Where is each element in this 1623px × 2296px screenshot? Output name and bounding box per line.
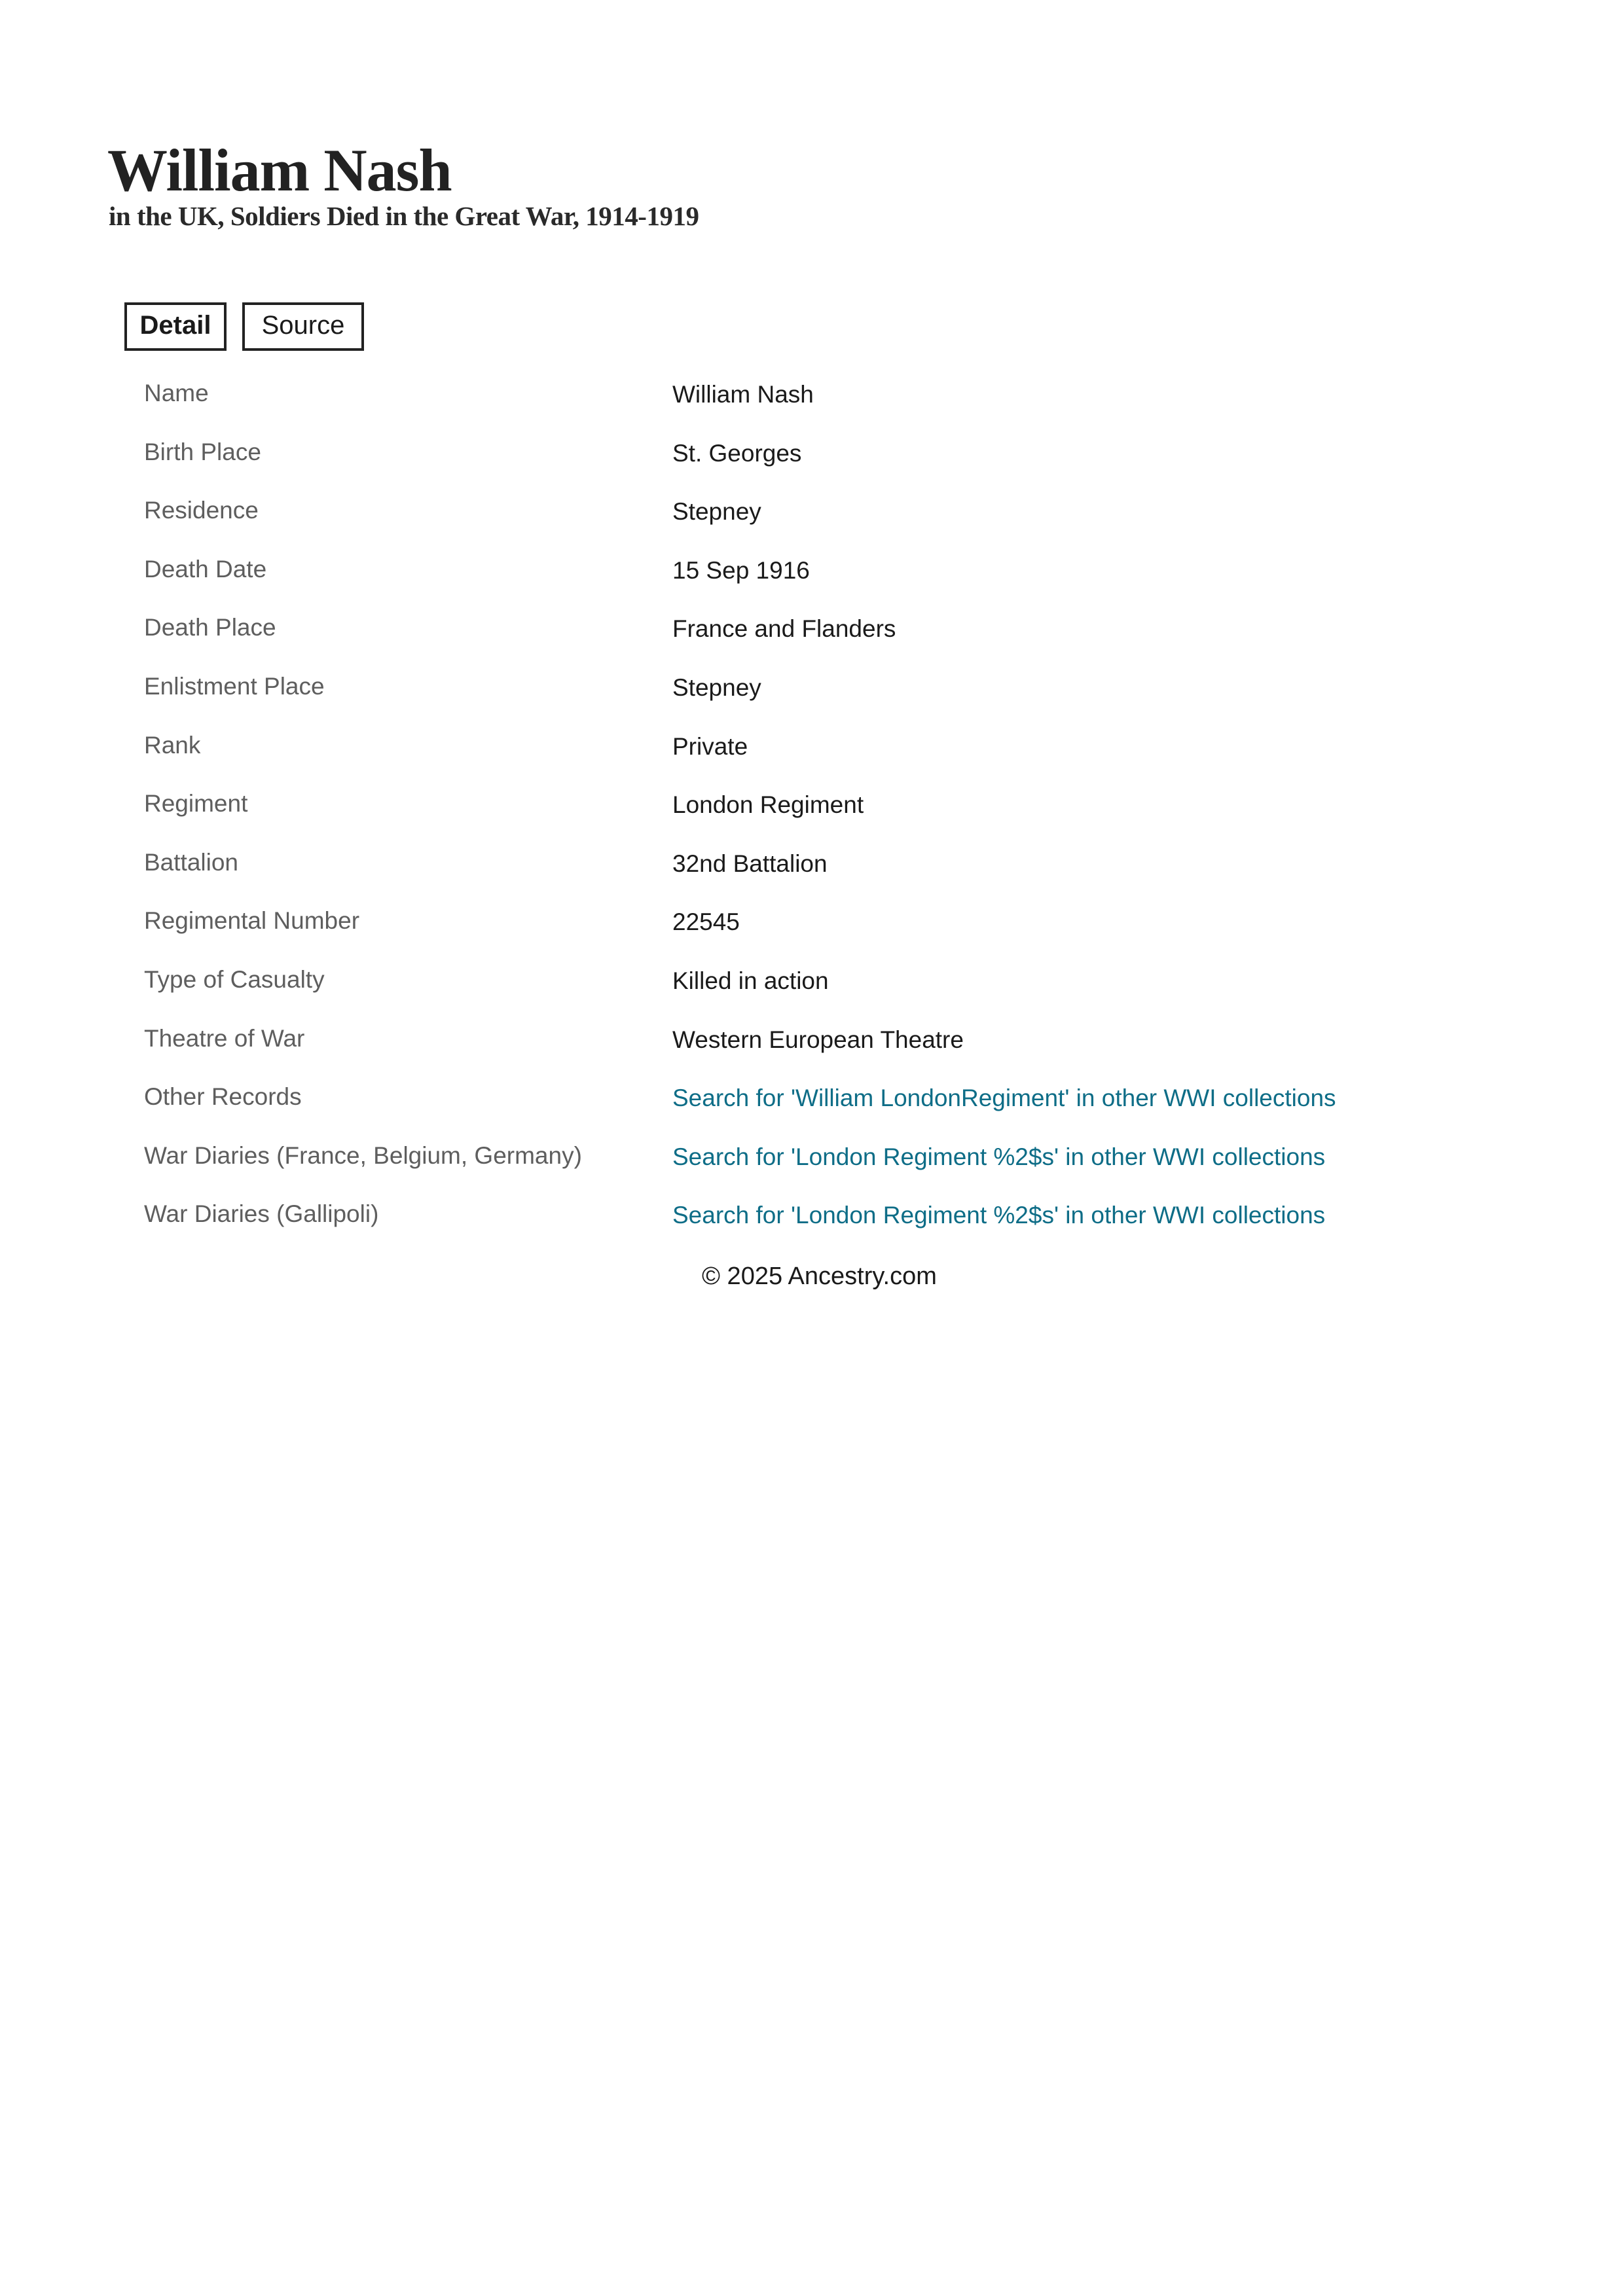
- record-row-rank: [144, 719, 1519, 778]
- field-label: Type of Casualty: [144, 965, 325, 993]
- field-value: Stepney: [672, 498, 761, 526]
- field-label: Residence: [144, 497, 259, 524]
- record-row-regiment: [144, 777, 1519, 836]
- field-value: Western European Theatre: [672, 1026, 964, 1053]
- other-records-search-link[interactable]: Search for 'William LondonRegiment' in other WWI collections: [672, 1085, 1336, 1112]
- field-label: War Diaries (France, Belgium, Germany): [144, 1141, 582, 1169]
- field-label: Death Date: [144, 555, 267, 583]
- tab-source[interactable]: Source: [242, 302, 364, 351]
- field-value: London Regiment: [672, 791, 864, 819]
- field-label: War Diaries (Gallipoli): [144, 1200, 379, 1228]
- field-value: St. Georges: [672, 439, 802, 467]
- field-label: Death Place: [144, 614, 276, 641]
- war-diaries-france-search-link[interactable]: Search for 'London Regiment %2$s' in other WWI collections: [672, 1143, 1326, 1170]
- tab-detail[interactable]: Detail: [124, 302, 227, 351]
- field-value: William Nash: [672, 381, 814, 408]
- field-value: Stepney: [672, 673, 761, 701]
- copyright-footer: © 2025 Ancestry.com: [702, 1263, 937, 1290]
- record-row-birth-place: [144, 425, 1519, 484]
- field-value: 15 Sep 1916: [672, 556, 810, 584]
- field-label: Name: [144, 380, 209, 406]
- field-label: Enlistment Place: [144, 672, 325, 700]
- field-label: Rank: [144, 731, 201, 759]
- collection-subtitle: in the UK, Soldiers Died in the Great War, 1914-1919: [109, 201, 699, 231]
- record-row-residence: [144, 484, 1519, 543]
- record-row-other-records: [144, 1070, 1519, 1129]
- field-label: Battalion: [144, 848, 238, 876]
- page-title: William Nash: [107, 137, 452, 204]
- record-details-table: [144, 367, 1519, 1246]
- field-label: Birth Place: [144, 438, 261, 465]
- field-label: Theatre of War: [144, 1024, 305, 1052]
- record-row-theatre-of-war: [144, 1012, 1519, 1071]
- record-row-regimental-number: [144, 894, 1519, 953]
- field-label: Other Records: [144, 1083, 302, 1111]
- record-row-war-diaries-france: [144, 1129, 1519, 1188]
- field-label: Regiment: [144, 790, 248, 817]
- field-value: France and Flanders: [672, 615, 896, 643]
- record-row-name: [144, 367, 1519, 425]
- record-tabs: [124, 302, 364, 351]
- field-value: 32nd Battalion: [672, 850, 828, 877]
- record-row-death-place: [144, 601, 1519, 660]
- record-row-death-date: [144, 543, 1519, 601]
- record-row-war-diaries-gallipoli: [144, 1187, 1519, 1246]
- field-value: 22545: [672, 908, 740, 936]
- field-label: Regimental Number: [144, 907, 360, 935]
- record-row-type-of-casualty: [144, 953, 1519, 1012]
- war-diaries-gallipoli-search-link[interactable]: Search for 'London Regiment %2$s' in other WWI collections: [672, 1202, 1326, 1229]
- field-value: Private: [672, 732, 748, 760]
- record-row-battalion: [144, 836, 1519, 895]
- field-value: Killed in action: [672, 967, 829, 994]
- record-row-enlistment-place: [144, 660, 1519, 719]
